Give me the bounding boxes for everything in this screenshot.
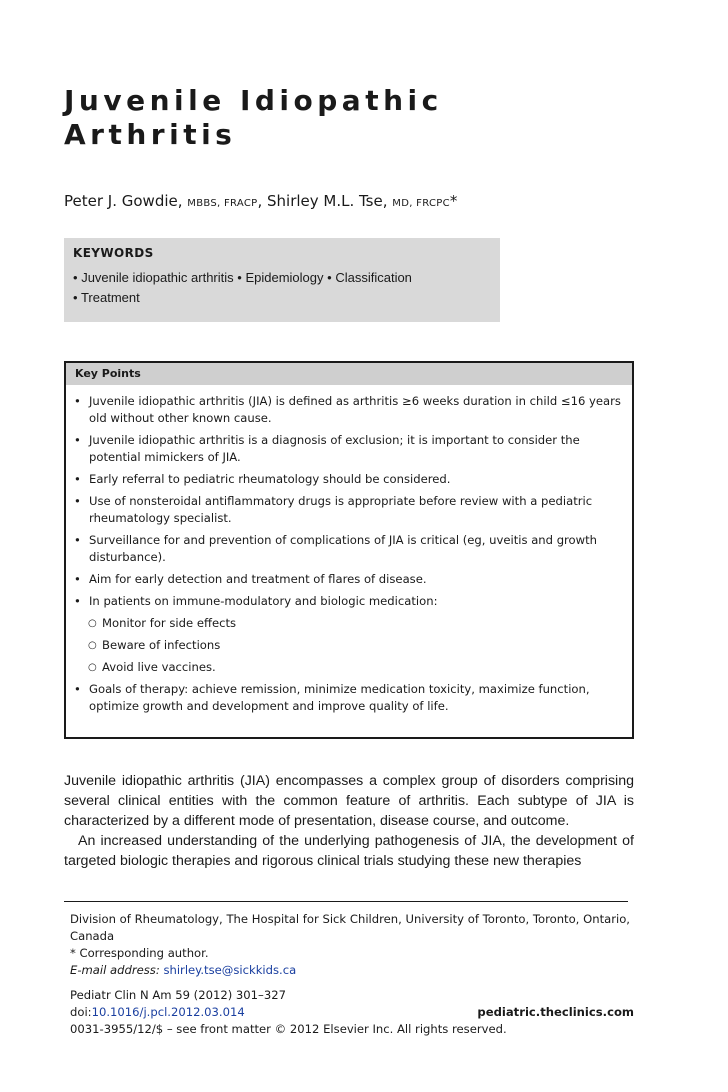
key-point-text: Use of nonsteroidal antiflammatory drugs is appropriate before review with a pediatric rheumatology specialist. (89, 494, 593, 525)
keyword-bullet: • (327, 270, 332, 285)
key-point-sub-text: Monitor for side effects (102, 616, 237, 630)
doi-link[interactable]: 10.1016/j.pcl.2012.03.014 (91, 1005, 245, 1019)
key-point (66, 393, 632, 427)
circle-bullet-icon: ○ (88, 662, 97, 673)
key-point (66, 493, 632, 527)
keywords-line-2 (73, 288, 500, 308)
key-point (66, 593, 632, 610)
citation-block (70, 987, 634, 1038)
keyword-bullet: • (73, 290, 78, 305)
author-separator: , (257, 192, 263, 210)
body-paragraph-2: An increased understanding of the underlying pathogenesis of JIA, the development of targeted biologic therapies and rigorous clinical trials studying these new therapies (64, 833, 634, 869)
key-point-text: Juvenile idiopathic arthritis is a diagnosis of exclusion; it is important to consider the potential mimickers of JIA. (89, 433, 580, 464)
article-title (64, 84, 684, 152)
keywords-list (73, 268, 500, 308)
key-point-sub-text: Beware of infections (102, 638, 221, 652)
key-point-text: In patients on immune-modulatory and biologic medication: (89, 594, 438, 608)
bullet-icon: • (74, 433, 81, 447)
footnote-divider (64, 901, 628, 902)
email-label: E-mail address: (70, 963, 160, 977)
doi-line (70, 1004, 634, 1021)
author-1-name: Peter J. Gowdie, (64, 192, 183, 210)
body-paragraph-1: Juvenile idiopathic arthritis (JIA) encompasses a complex group of disorders comprising several clinical entities with the common feature of arthritis. Each subtype of JIA is characterized by a different mode of presentation, disease course, and outcome. (64, 773, 634, 829)
bullet-icon: • (74, 494, 81, 508)
keyword: Juvenile idiopathic arthritis (81, 270, 234, 285)
key-point-sub (66, 659, 632, 676)
keyword: Treatment (80, 290, 140, 305)
email-link[interactable]: shirley.tse@sickkids.ca (163, 963, 297, 977)
key-point-text: Juvenile idiopathic arthritis (JIA) is defined as arthritis ≥6 weeks duration in child ≤16 years old without other known cause. (89, 394, 621, 425)
keyword: Epidemiology (245, 270, 324, 285)
key-point (66, 471, 632, 488)
copyright-line: 0031-3955/12/$ – see front matter © 2012 Elsevier Inc. All rights reserved. (70, 1022, 507, 1036)
body-text (64, 771, 634, 871)
bullet-icon: • (74, 394, 81, 408)
key-point (66, 681, 632, 715)
key-point-text: Surveillance for and prevention of complications of JIA is critical (eg, uveitis and growth disturbance). (89, 533, 598, 564)
key-point-sub-text: Avoid live vaccines. (102, 660, 216, 674)
keyword-bullet: • (73, 270, 78, 285)
keywords-box (64, 238, 500, 322)
bullet-icon: • (74, 533, 81, 547)
author-2-name: Shirley M.L. Tse, (267, 192, 388, 210)
bullet-icon: • (74, 682, 81, 696)
footnote (70, 911, 630, 979)
author-1-degrees: MBBS, FRACP (187, 198, 258, 209)
author-2-degrees: MD, FRCPC (392, 198, 450, 209)
keyword-bullet: • (237, 270, 242, 285)
circle-bullet-icon: ○ (88, 618, 97, 629)
circle-bullet-icon: ○ (88, 640, 97, 651)
key-point-text: Early referral to pediatric rheumatology should be considered. (89, 472, 451, 486)
journal-citation: Pediatr Clin N Am 59 (2012) 301–327 (70, 988, 286, 1002)
key-points-list (66, 393, 632, 720)
bullet-icon: • (74, 594, 81, 608)
key-points-heading: Key Points (66, 363, 632, 385)
keywords-heading: KEYWORDS (73, 246, 154, 260)
key-point (66, 432, 632, 466)
bullet-icon: • (74, 572, 81, 586)
title-line-2: Arthritis (64, 118, 237, 151)
author-line (64, 192, 457, 210)
key-point-text: Aim for early detection and treatment of flares of disease. (89, 572, 427, 586)
keyword: Classification (335, 270, 412, 285)
key-points-box (64, 361, 634, 739)
key-point-sub (66, 615, 632, 632)
key-point (66, 532, 632, 566)
key-point-text: Goals of therapy: achieve remission, minimize medication toxicity, maximize function, optimize growth and development and improve quality of life. (89, 682, 590, 713)
key-point (66, 571, 632, 588)
key-point-sub (66, 637, 632, 654)
journal-website[interactable]: pediatric.theclinics.com (477, 1005, 634, 1019)
keywords-line-1 (73, 268, 500, 288)
email-line (70, 962, 630, 979)
affiliation: Division of Rheumatology, The Hospital for Sick Children, University of Toronto, Toronto, Ontario, Canada (70, 912, 630, 943)
doi-prefix: doi: (70, 1005, 92, 1019)
corresponding-star: * (449, 192, 458, 210)
bullet-icon: • (74, 472, 81, 486)
corresponding-author: * Corresponding author. (70, 946, 209, 960)
title-line-1: Juvenile Idiopathic (64, 84, 443, 117)
